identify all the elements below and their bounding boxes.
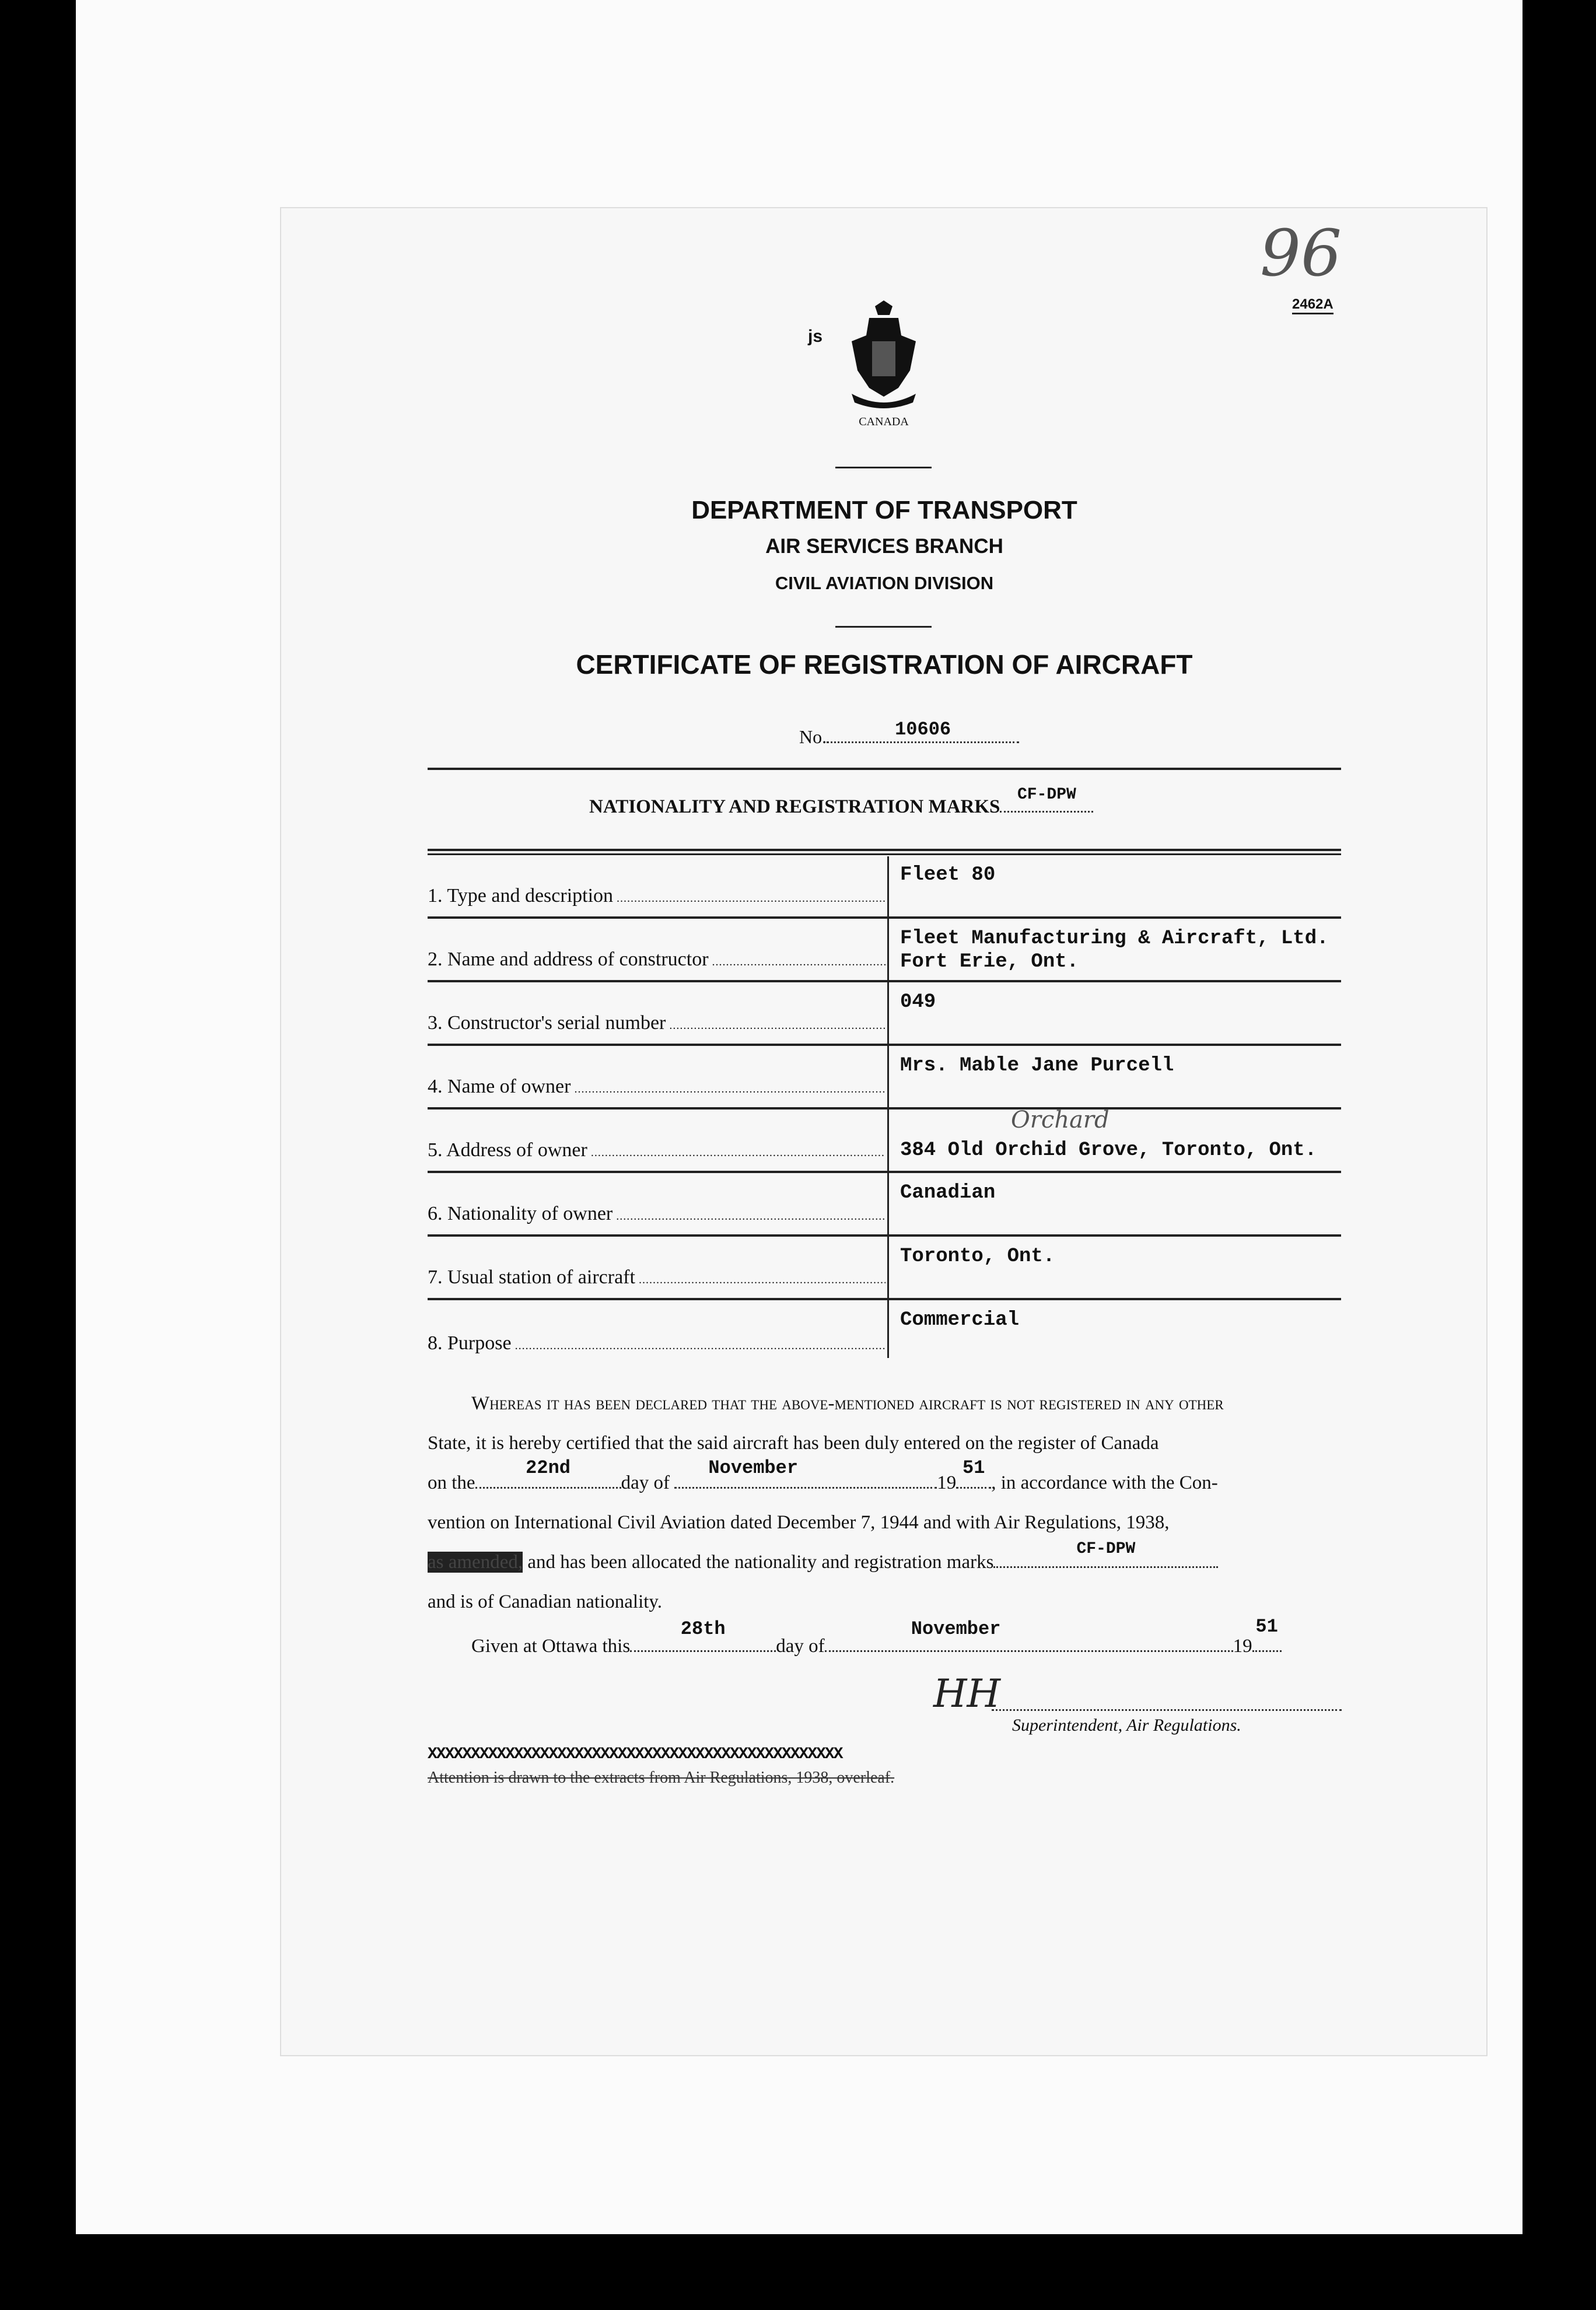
row-label: 4. Name of owner ..... [428,1076,886,1098]
marks-label: NATIONALITY AND REGISTRATION MARKS [589,796,1000,817]
text: day of [776,1636,825,1657]
certificate-number [799,719,1019,748]
row-value: Fleet Manufacturing & Aircraft, Ltd. Fort Erie, Ont. [900,928,1329,973]
row-value: Mrs. Mable Jane Purcell [900,1055,1174,1077]
text: Given at Ottawa this [471,1636,631,1657]
issue-year: 51 [1255,1616,1278,1637]
divider [835,467,932,468]
number-label: No. [799,726,827,747]
text: day of [621,1472,670,1493]
row-value: Canadian [900,1182,996,1204]
body-line: vention on International Civil Aviation dated December 7, 1944 and with Air Regulations, 1938, [428,1512,1170,1533]
issue-month: November [911,1618,1001,1640]
column-divider [887,856,889,1358]
row-label: 7. Usual station of aircraft ..... [428,1266,886,1289]
row-value: 049 [900,991,936,1013]
number-value: 10606 [895,719,951,740]
branch-heading: AIR SERVICES BRANCH [765,535,1003,558]
table-row [428,1173,1341,1237]
row-label: 1. Type and description ..... [428,885,886,907]
body-line: and is of Canadian nationality. [428,1591,663,1612]
table-row [428,1107,1341,1173]
row-label: 3. Constructor's serial number ..... [428,1012,886,1034]
body-line [428,1540,1341,1573]
registration-month: November [708,1457,799,1479]
text: 19 [937,1472,957,1493]
table-row [428,982,1341,1046]
registration-day: 22nd [526,1457,570,1479]
body-line [428,1457,1341,1494]
body-line: Whereas it has been declared that the above-mentioned aircraft is not registered in any other [471,1393,1224,1414]
initials: js [808,327,823,346]
certificate-title: CERTIFICATE OF REGISTRATION OF AIRCRAFT [576,649,1193,680]
text: on the [428,1472,475,1493]
row-label: 6. Nationality of owner ..... [428,1203,886,1225]
row-value: Toronto, Ont. [900,1245,1055,1268]
body-line: State, it is hereby certified that the said aircraft has been duly entered on the register of Canada [428,1433,1159,1454]
text: , in accordance with the Con- [991,1472,1218,1493]
handwritten-correction: Orchard [1011,1107,1110,1133]
row-label: 8. Purpose ..... [428,1332,886,1354]
row-label: 5. Address of owner ..... [428,1139,886,1161]
division-heading: CIVIL AVIATION DIVISION [775,573,994,593]
table-row [428,1237,1341,1300]
department-heading: DEPARTMENT OF TRANSPORT [691,496,1077,524]
text: and has been allocated the nationality and registration marks [527,1552,994,1573]
handwritten-number: 96 [1260,216,1342,290]
table-row [428,919,1341,982]
divider [835,626,932,628]
text: 19 [1233,1636,1252,1657]
signature-line [992,1709,1342,1711]
signature: HH [933,1671,1001,1716]
signatory-title: Superintendent, Air Regulations. [1012,1716,1241,1735]
rule [428,768,1341,770]
row-value: Commercial [900,1309,1020,1331]
registration-year: 51 [963,1457,985,1479]
form-number: 2462A [1292,296,1334,314]
row-value: 384 Old Orchid Grove, Toronto, Ont. [900,1139,1317,1161]
table-row [428,1046,1341,1110]
table-row [428,1300,1341,1364]
table-row [428,855,1341,919]
rule [428,849,1341,851]
registration-marks-line [589,786,1093,818]
issue-day: 28th [680,1618,726,1640]
canada-crest-icon [846,300,922,411]
strike-overtype: XXXXXXXXXXXXXXXXXXXXXXXXXXXXXXXXXXXXXXXXXXXXXXXX [428,1745,842,1763]
given-line [428,1616,1341,1657]
crest-label: CANADA [859,415,909,428]
row-value: Fleet 80 [900,864,996,886]
struck-notice: Attention is drawn to the extracts from Air Regulations, 1938, overleaf. [428,1769,895,1787]
struck-text: as amended, [428,1552,523,1573]
marks-value: CF-DPW [1017,786,1076,804]
allocated-marks: CF-DPW [1076,1540,1136,1558]
row-label: 2. Name and address of constructor ..... [428,949,886,971]
